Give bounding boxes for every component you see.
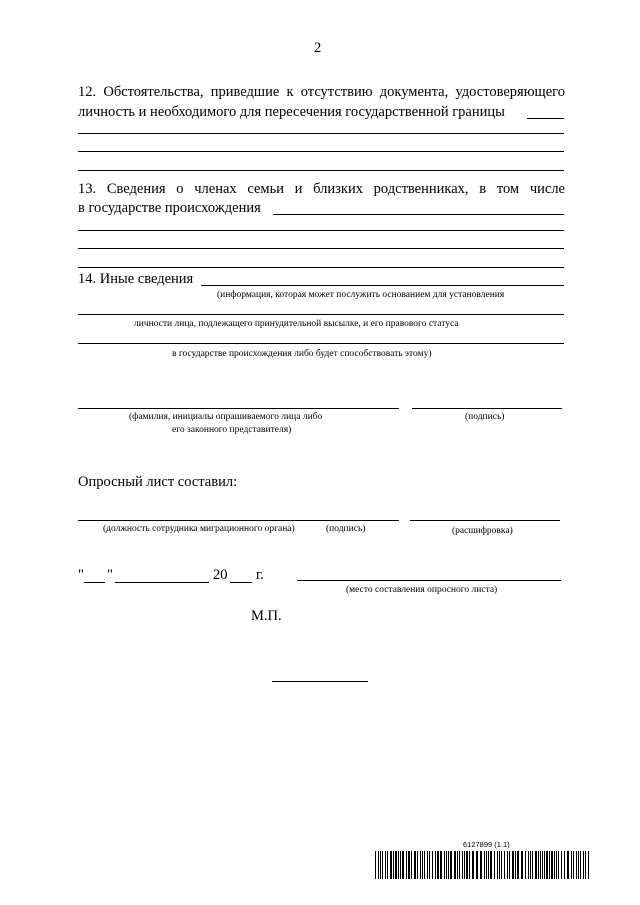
end-separator-line <box>272 681 368 682</box>
compiler-decoding-line <box>410 520 560 521</box>
compiler-sign-hint: (подпись) <box>326 524 366 534</box>
date-quote-close: " <box>107 567 113 583</box>
section14-hint: личности лица, подлежащего принудительной высылке, и его правового статуса <box>134 319 459 329</box>
section13-answer-line <box>78 230 564 231</box>
section13-line1: 13. Сведения о членах семьи и близких родственниках, в том числе <box>78 181 565 197</box>
date-year-prefix: 20 <box>213 567 228 583</box>
section13-answer-line <box>78 248 564 249</box>
section14-hint: в государстве происхождения либо будет способствовать этому) <box>172 349 432 359</box>
date-year-suffix: г. <box>256 567 264 583</box>
section13-fill-line <box>273 214 564 215</box>
section14-answer-line <box>78 314 564 315</box>
compiler-decoding-hint: (расшифровка) <box>452 526 513 536</box>
place-hint: (место составления опросного листа) <box>346 585 498 595</box>
place-line <box>297 580 561 581</box>
section12-answer-line <box>78 170 564 171</box>
section12-line2: личность и необходимого для пересечения государственной границы <box>78 104 505 120</box>
date-day-line <box>84 582 105 583</box>
section14-hint: (информация, которая может послужить основанием для установления <box>217 290 505 300</box>
section12-fill-line <box>527 118 564 119</box>
section14-label: 14. Иные сведения <box>78 271 194 287</box>
interviewee-name-hint: его законного представителя) <box>172 425 292 435</box>
compiler-position-hint: (должность сотрудника миграционного органа) <box>103 524 295 534</box>
interviewee-sign-hint: (подпись) <box>465 412 505 422</box>
date-year-line <box>230 582 252 583</box>
compiler-label: Опросный лист составил: <box>78 474 238 490</box>
section13-line2: в государстве происхождения <box>78 200 261 216</box>
section14-answer-line <box>78 343 564 344</box>
section13-answer-line <box>78 267 564 268</box>
barcode-number: 6127899 (1.1) <box>463 840 510 849</box>
section12-answer-line <box>78 133 564 134</box>
compiler-position-line <box>78 520 399 521</box>
interviewee-name-hint: (фамилия, инициалы опрашиваемого лица либо <box>129 412 323 422</box>
section12-line1: 12. Обстоятельства, приведшие к отсутствию документа, удостоверяющего <box>78 84 565 100</box>
section12-answer-line <box>78 151 564 152</box>
section14-fill-line <box>201 285 564 286</box>
date-quote-open: " <box>78 567 84 583</box>
interviewee-name-line <box>78 408 399 409</box>
page-number: 2 <box>314 40 322 56</box>
barcode-icon <box>375 851 591 879</box>
interviewee-sign-line <box>412 408 562 409</box>
date-month-line <box>115 582 209 583</box>
stamp-label: М.П. <box>251 608 282 624</box>
